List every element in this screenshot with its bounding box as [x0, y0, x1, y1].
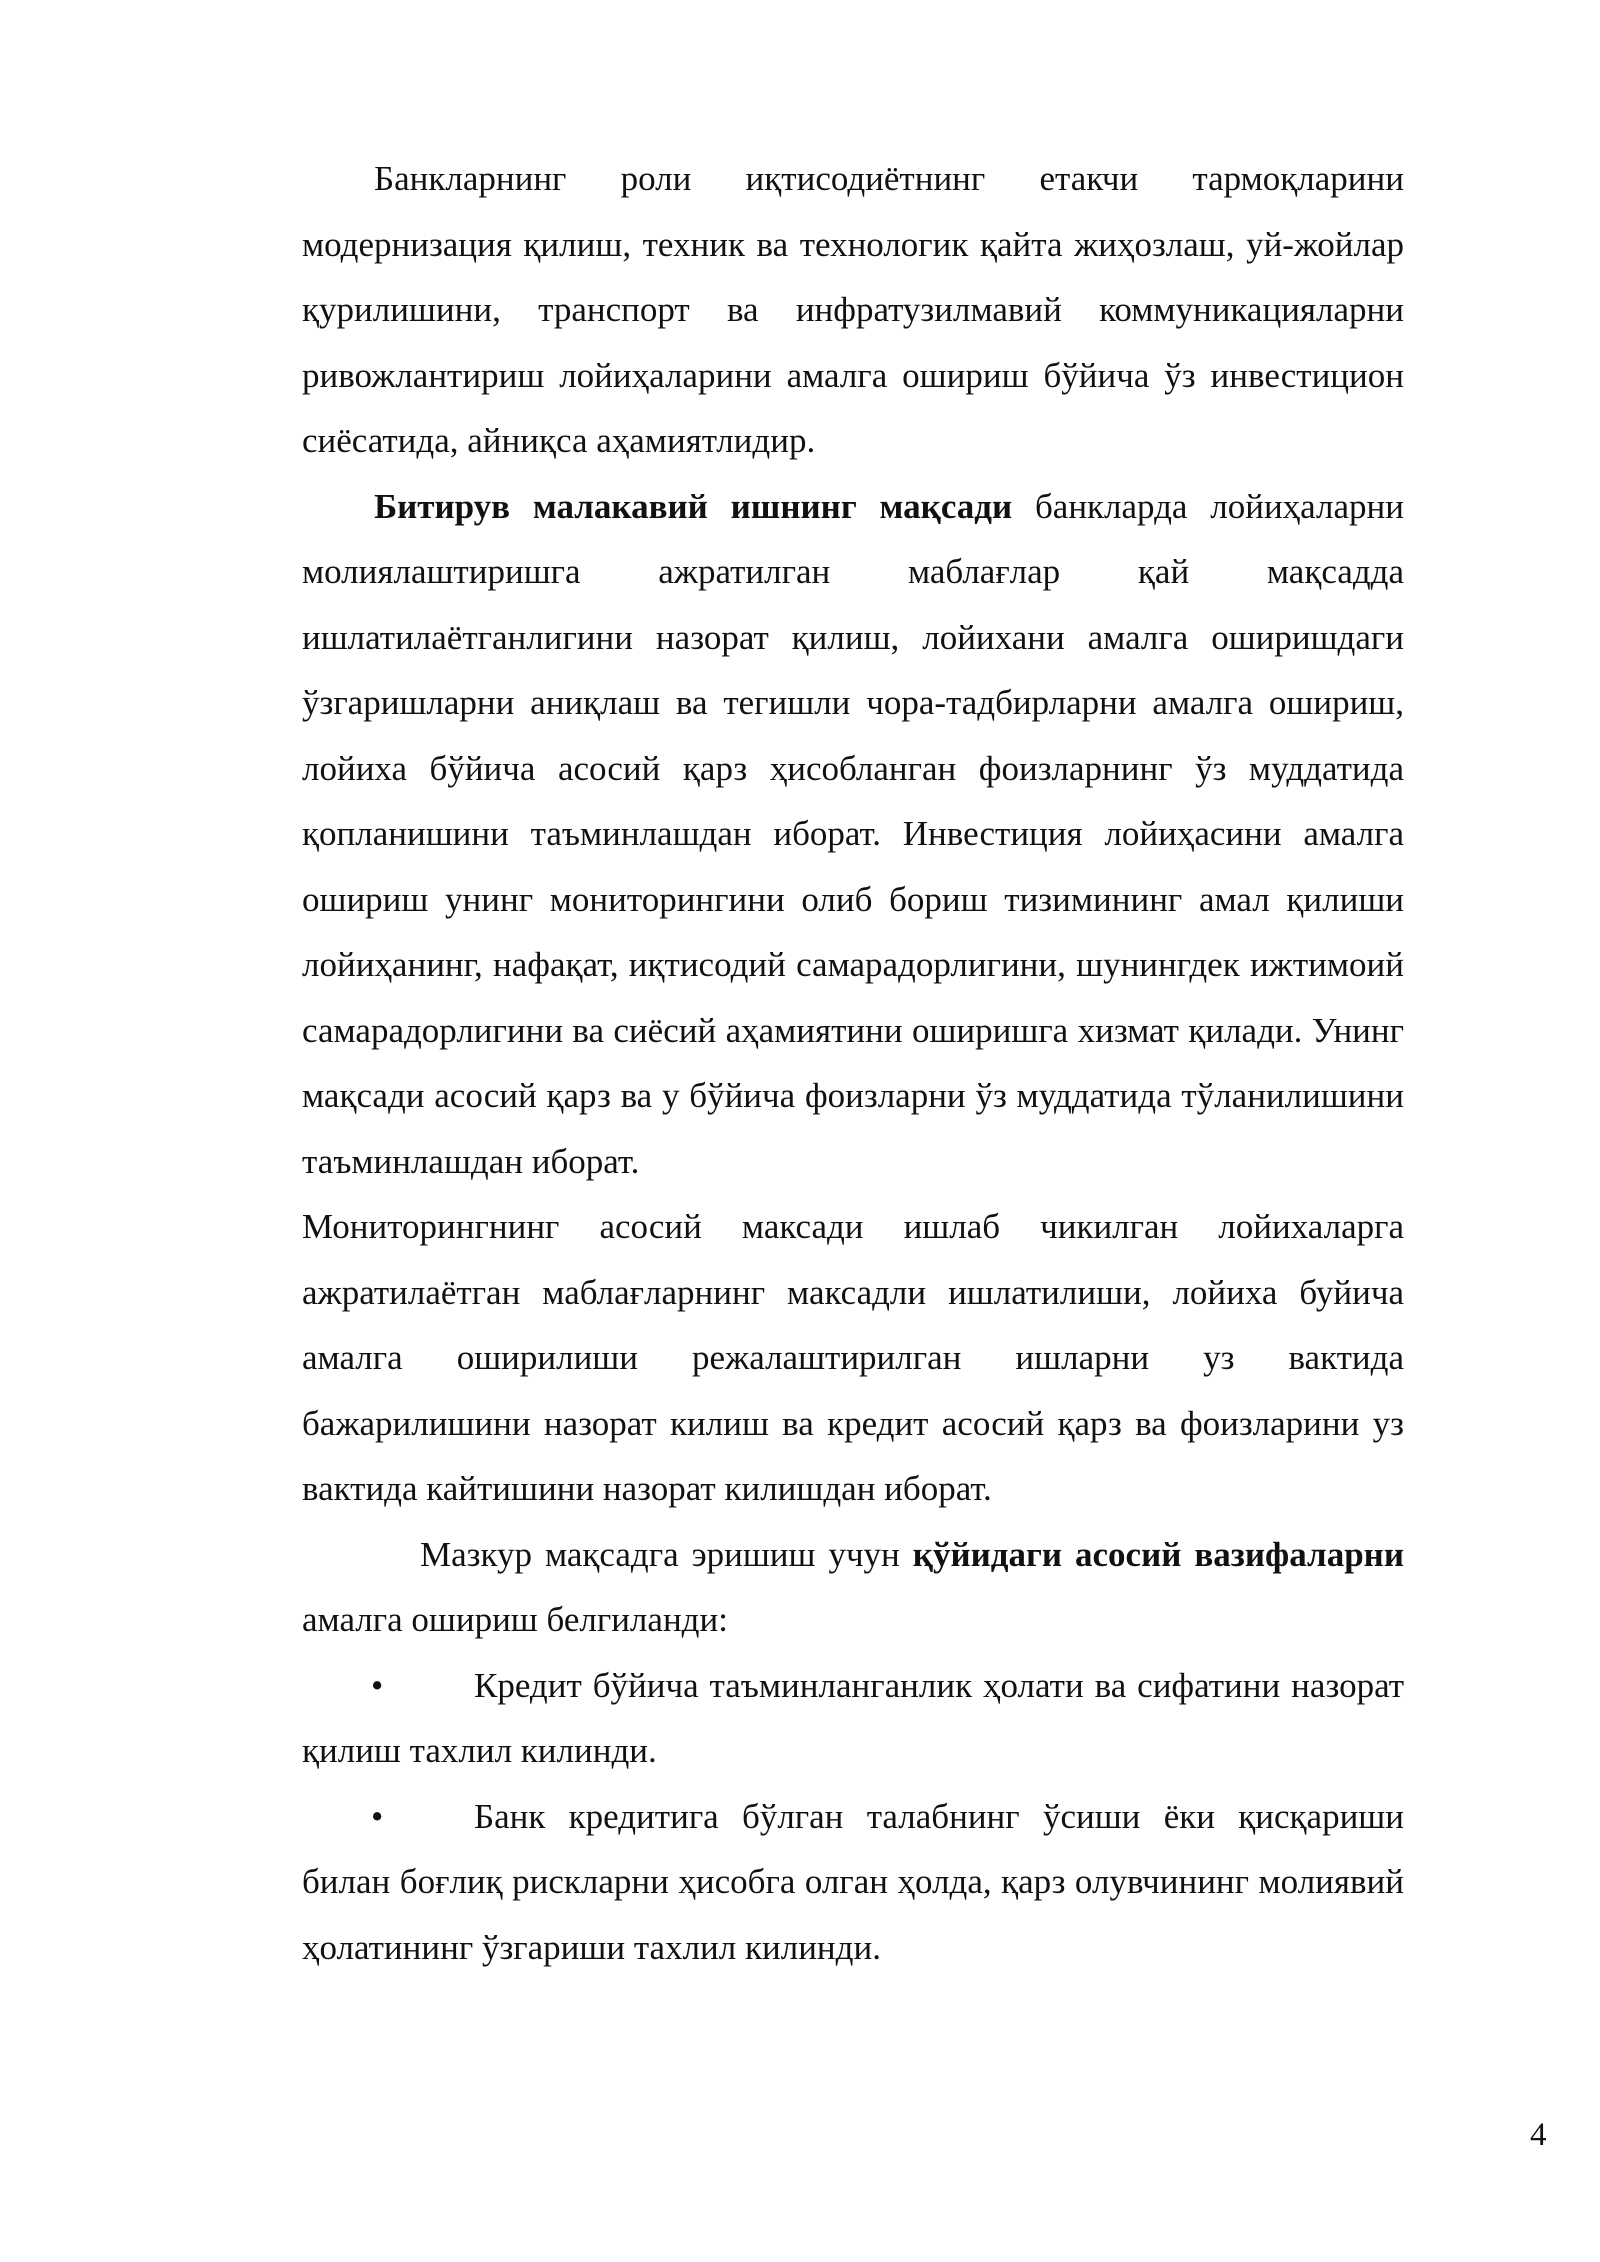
list-item-text: Банк кредитига бўлган талабнинг ўсиши ёки қисқариши билан боғлиқ рискларни ҳисобга олган ҳолда, қарз олувчининг молиявий ҳолатининг ўзгариши тахлил килинди.: [302, 1796, 1404, 1967]
list-item: [302, 1653, 1404, 1784]
bullet-icon: •: [371, 1665, 384, 1705]
paragraph-thesis-goal: [302, 474, 1404, 1195]
paragraph-tasks-intro: [302, 1522, 1404, 1653]
paragraph-text: Банкларнинг роли иқтисодиётнинг етакчи тармоқларини модернизация қилиш, техник ва технологик қайта жиҳозлаш, уй-жойлар қурилишини, транспорт ва инфратузилмавий коммуникацияларни ривожлантириш лойиҳаларини амалга ошириш бўйича ўз инвестицион сиёсатида, айниқса аҳамиятлидир.: [302, 159, 1404, 460]
list-item-text: Кредит бўйича таъминланганлик ҳолати ва сифатини назорат қилиш тахлил килинди.: [302, 1665, 1404, 1770]
bullet-icon: •: [371, 1796, 384, 1836]
list-item: [302, 1784, 1404, 1981]
paragraph-monitoring-goal: [302, 1194, 1404, 1522]
paragraph-text: Мазкур мақсадга эришиш учун: [420, 1534, 913, 1574]
paragraph-banks-role: [302, 146, 1404, 474]
paragraph-text: амалга ошириш белгиланди:: [302, 1600, 728, 1639]
document-body: [302, 146, 1404, 1980]
paragraph-text: Мониторингнинг асосий максади ишлаб чикилган лойихаларга ажратилаётган маблағларнинг максадли ишлатилиши, лойиха буйича амалга оширилиши режалаштирилган ишларни уз вактида бажарилишини назорат килиш ва кредит асосий қарз ва фоизларини уз вактида кайтишини назорат килишдан иборат.: [302, 1207, 1404, 1508]
paragraph-text: банкларда лойиҳаларни молиялаштиришга ажратилган маблағлар қай мақсадда ишлатилаётганлигини назорат қилиш, лойихани амалга оширишдаги ўзгаришларни аниқлаш ва тегишли чора-тадбирларни амалга ошириш, лойиха бўйича асосий қарз ҳисобланган фоизларнинг ўз муддатида қопланишини таъминлашдан иборат. Инвестиция лойиҳасини амалга ошириш унинг мониторингини олиб бориш тизимининг амал қилиши лойиҳанинг, нафақат, иқтисодий самарадорлигини, шунингдек ижтимоий самарадорлигини ва сиёсий аҳамиятини оширишга хизмат қилади. Унинг мақсади асосий қарз ва у бўйича фоизларни ўз муддатида тўланилишини таъминлашдан иборат.: [302, 486, 1404, 1181]
thesis-goal-heading: Битирув малакавий ишнинг мақсади: [374, 486, 1013, 526]
tasks-heading: қўйидаги асосий вазифаларни: [912, 1534, 1404, 1574]
page-number: 4: [1530, 2117, 1547, 2153]
